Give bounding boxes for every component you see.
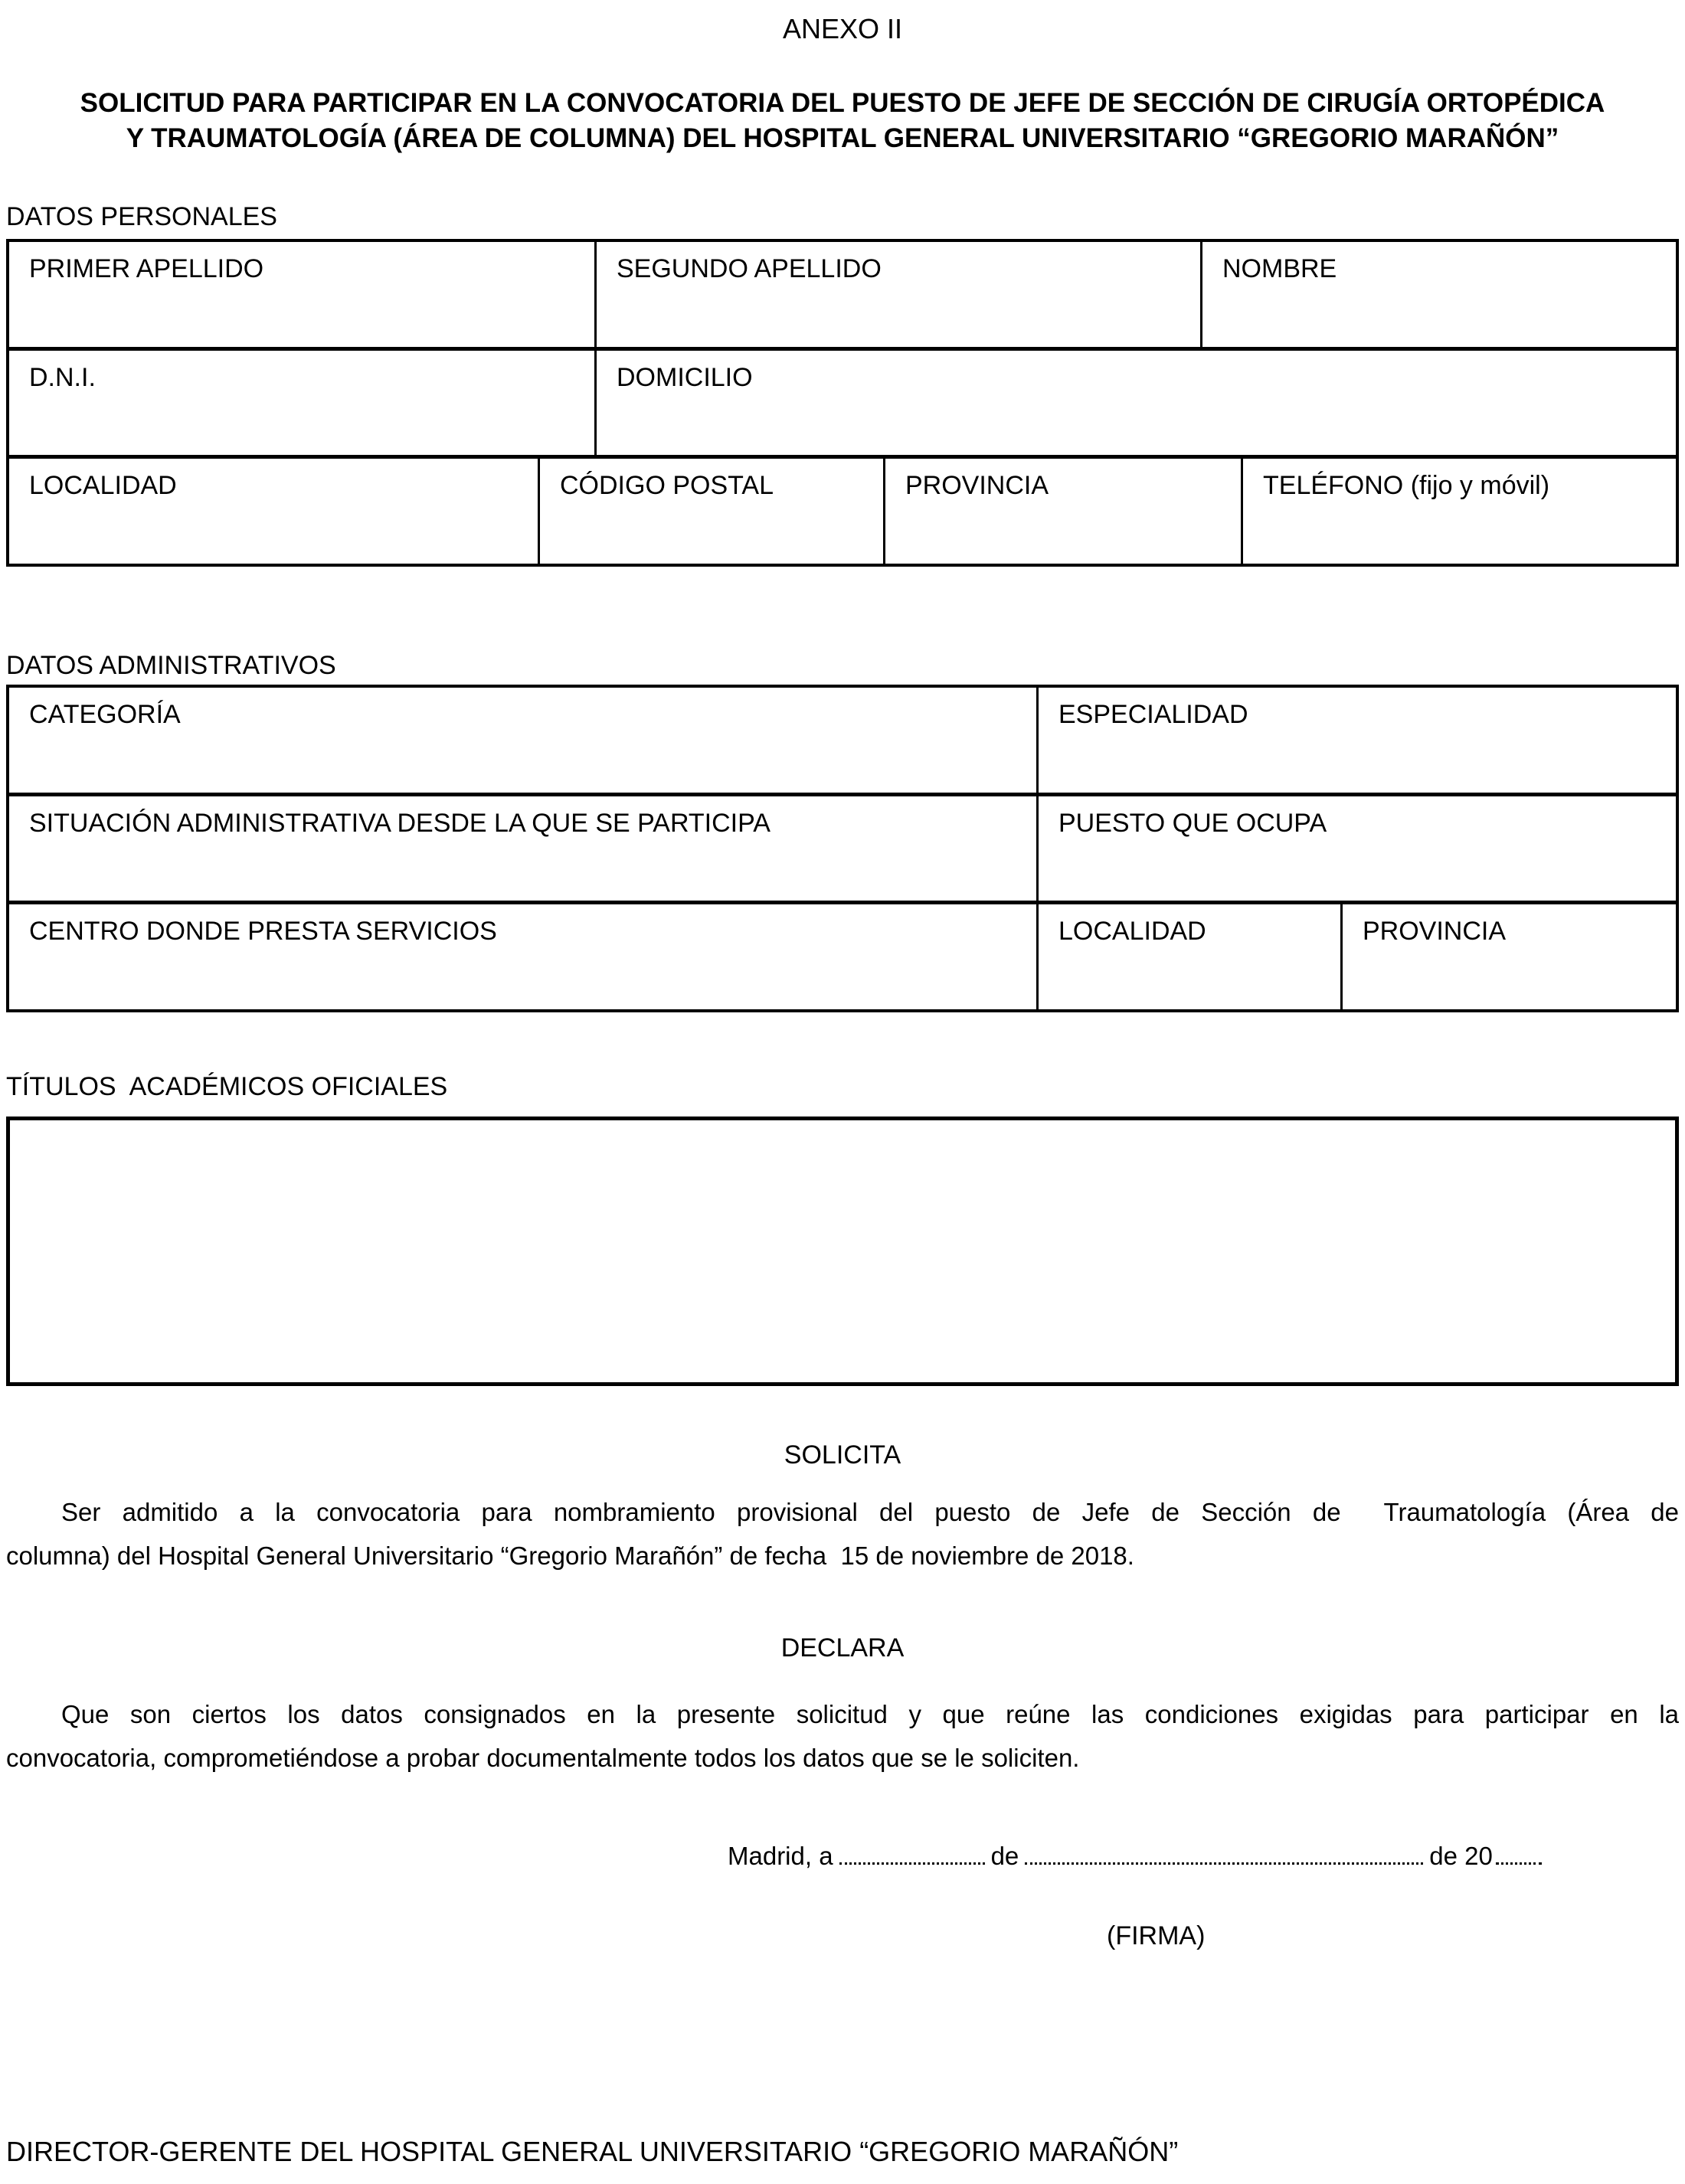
- datos-personales-label: DATOS PERSONALES: [6, 202, 277, 231]
- cell-codigo-postal: CÓDIGO POSTAL: [538, 459, 883, 564]
- table-row: [9, 901, 1676, 1009]
- cell-segundo-apellido: SEGUNDO APELLIDO: [594, 242, 1200, 347]
- solicita-paragraph: [6, 1490, 1679, 1578]
- titulos-academicos-box: [6, 1117, 1679, 1386]
- day-dotted-leader: [839, 1862, 985, 1865]
- titulos-academicos-label: TÍTULOS ACADÉMICOS OFICIALES: [6, 1072, 448, 1101]
- solicita-heading: SOLICITA: [784, 1440, 901, 1470]
- cell-domicilio: DOMICILIO: [594, 351, 1676, 455]
- declara-paragraph: [6, 1692, 1679, 1780]
- datos-personales-table: [6, 239, 1679, 567]
- annex-heading: ANEXO II: [782, 13, 903, 44]
- date-city-prefix: Madrid, a: [728, 1842, 833, 1870]
- month-dotted-leader: [1025, 1862, 1423, 1865]
- year-dotted-leader: [1496, 1862, 1542, 1865]
- datos-administrativos-label: DATOS ADMINISTRATIVOS: [6, 651, 336, 680]
- footer-addressee: DIRECTOR-GERENTE DEL HOSPITAL GENERAL UNIVERSITARIO “GREGORIO MARAÑÓN”: [6, 2136, 1179, 2167]
- declara-line-2: convocatoria, comprometiéndose a probar documentalmente todos los datos que se le soliciten.: [6, 1744, 1080, 1772]
- document-title: [6, 86, 1679, 156]
- cell-situacion-administrativa: SITUACIÓN ADMINISTRATIVA DESDE LA QUE SE PARTICIPA: [29, 809, 771, 838]
- declara-line-1: Que son ciertos los datos consignados en la presente solicitud y que reúne las condiciones exigidas para participar en la: [61, 1700, 1679, 1728]
- cell-dni: D.N.I.: [29, 363, 96, 392]
- cell-localidad: LOCALIDAD: [29, 471, 177, 500]
- cell-provincia: PROVINCIA: [883, 459, 1241, 564]
- cell-nombre: NOMBRE: [1200, 242, 1676, 347]
- table-row: [9, 793, 1676, 901]
- document-title-line-2: Y TRAUMATOLOGÍA (ÁREA DE COLUMNA) DEL HOSPITAL GENERAL UNIVERSITARIO “GREGORIO MARAÑÓN”: [126, 123, 1559, 153]
- table-row: [9, 688, 1676, 793]
- table-row: [9, 455, 1676, 564]
- cell-provincia-admin: PROVINCIA: [1340, 904, 1676, 1009]
- cell-primer-apellido: PRIMER APELLIDO: [29, 254, 264, 283]
- date-month-connector: de: [990, 1842, 1019, 1870]
- table-row: [9, 347, 1676, 455]
- cell-localidad-admin: LOCALIDAD: [1036, 904, 1340, 1009]
- date-line: [6, 1839, 1679, 1873]
- solicita-line-2: columna) del Hospital General Universitario “Gregorio Marañón” de fecha 15 de noviembre de 2018.: [6, 1542, 1134, 1570]
- declara-heading: DECLARA: [780, 1633, 905, 1663]
- cell-especialidad: ESPECIALIDAD: [1036, 688, 1676, 793]
- document-title-line-1: SOLICITUD PARA PARTICIPAR EN LA CONVOCATORIA DEL PUESTO DE JEFE DE SECCIÓN DE CIRUGÍA ORTOPÉDICA: [80, 88, 1605, 118]
- datos-administrativos-table: [6, 685, 1679, 1012]
- date-year-prefix: de 20: [1429, 1842, 1493, 1870]
- solicita-line-1: Ser admitido a la convocatoria para nombramiento provisional del puesto de Jefe de Sección de Traumatología (Área de: [61, 1498, 1679, 1526]
- cell-centro-servicios: CENTRO DONDE PRESTA SERVICIOS: [29, 917, 497, 946]
- firma-label: (FIRMA): [1107, 1921, 1206, 1950]
- cell-telefono: TELÉFONO (fijo y móvil): [1241, 459, 1676, 564]
- table-row: [9, 242, 1676, 347]
- cell-puesto-que-ocupa: PUESTO QUE OCUPA: [1036, 796, 1676, 901]
- cell-categoria: CATEGORÍA: [29, 700, 181, 729]
